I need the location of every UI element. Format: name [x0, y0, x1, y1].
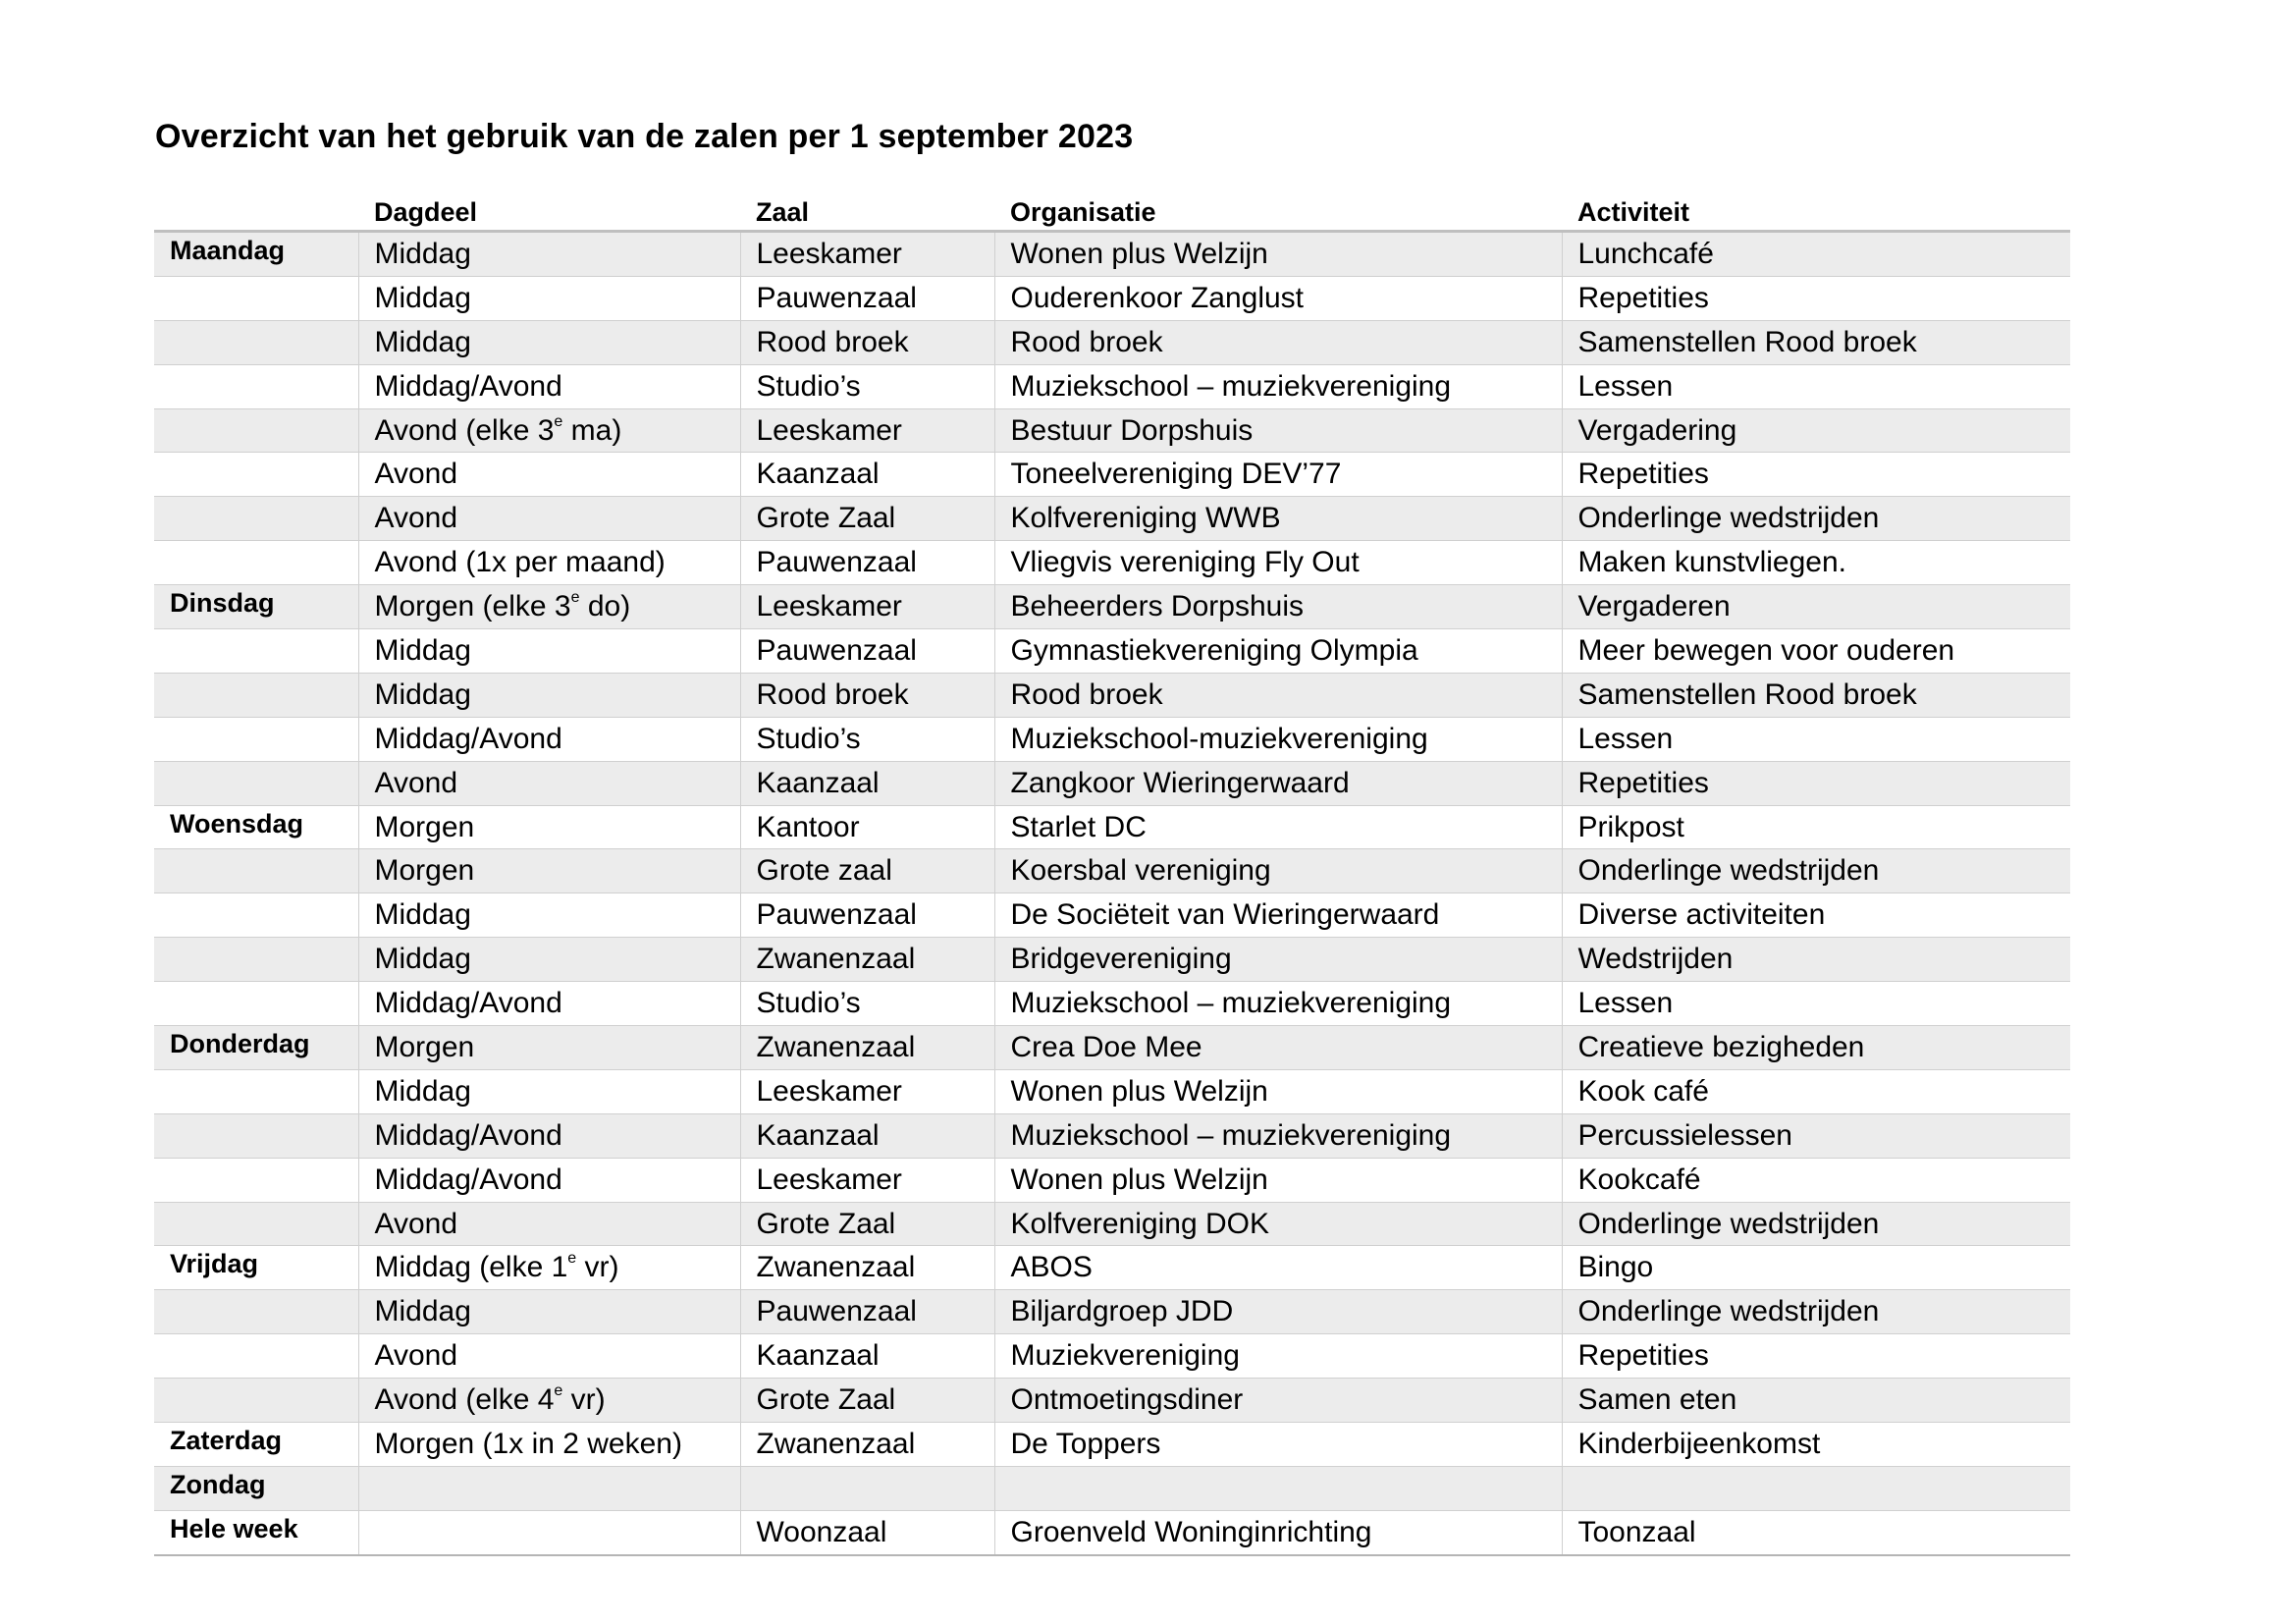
table-row [154, 408, 2070, 453]
cell-day [154, 497, 358, 541]
cell-day: Hele week [154, 1510, 358, 1554]
cell-dagdeel: Middag/Avond [358, 364, 740, 408]
table-row [154, 276, 2070, 320]
cell-organisatie: Bestuur Dorpshuis [994, 408, 1562, 453]
dagdeel-text: Avond (elke 4 [374, 1383, 555, 1417]
cell-day [154, 938, 358, 982]
table-row [154, 541, 2070, 585]
cell-organisatie: ABOS [994, 1246, 1562, 1290]
table-row [154, 1466, 2070, 1510]
cell-activiteit: Repetities [1562, 761, 2070, 805]
cell-activiteit: Creatieve bezigheden [1562, 1026, 2070, 1070]
table-row [154, 982, 2070, 1026]
cell-day [154, 893, 358, 938]
cell-organisatie: Muziekschool-muziekvereniging [994, 717, 1562, 761]
cell-dagdeel: Middag [358, 893, 740, 938]
dagdeel-text: Morgen (elke 3 [374, 590, 571, 623]
cell-zaal: Kantoor [740, 805, 994, 849]
cell-day: Maandag [154, 232, 358, 277]
cell-activiteit: Samen eten [1562, 1379, 2070, 1423]
cell-zaal: Pauwenzaal [740, 893, 994, 938]
table-row [154, 1026, 2070, 1070]
table-row [154, 1246, 2070, 1290]
cell-activiteit: Lessen [1562, 364, 2070, 408]
cell-dagdeel: Middag [358, 1069, 740, 1113]
page-title: Overzicht van het gebruik van de zalen per 1 september 2023 [155, 118, 1134, 155]
cell-dagdeel [358, 1246, 740, 1290]
cell-activiteit: Samenstellen Rood broek [1562, 673, 2070, 717]
column-header-activiteit: Activiteit [1562, 189, 2070, 232]
cell-activiteit: Bingo [1562, 1246, 2070, 1290]
cell-organisatie: Biljardgroep JDD [994, 1290, 1562, 1334]
cell-organisatie: Muziekschool – muziekvereniging [994, 364, 1562, 408]
cell-organisatie: Kolfvereniging DOK [994, 1202, 1562, 1246]
dagdeel-text: ma) [562, 413, 622, 447]
cell-day [154, 1334, 358, 1379]
column-header-zaal: Zaal [740, 189, 994, 232]
cell-zaal: Grote Zaal [740, 497, 994, 541]
dagdeel-text: vr) [562, 1383, 606, 1417]
ordinal-suffix: e [570, 589, 580, 607]
cell-day [154, 717, 358, 761]
cell-organisatie: Vliegvis vereniging Fly Out [994, 541, 1562, 585]
table-row [154, 320, 2070, 364]
cell-dagdeel [358, 1379, 740, 1423]
cell-organisatie: De Toppers [994, 1423, 1562, 1467]
cell-organisatie: Wonen plus Welzijn [994, 232, 1562, 277]
cell-day: Vrijdag [154, 1246, 358, 1290]
cell-zaal: Grote Zaal [740, 1379, 994, 1423]
cell-dagdeel: Middag/Avond [358, 717, 740, 761]
cell-zaal: Leeskamer [740, 232, 994, 277]
cell-organisatie: Gymnastiekvereniging Olympia [994, 629, 1562, 674]
column-header-dagdeel: Dagdeel [358, 189, 740, 232]
cell-dagdeel: Middag [358, 232, 740, 277]
cell-activiteit: Repetities [1562, 1334, 2070, 1379]
cell-organisatie: Muziekschool – muziekvereniging [994, 982, 1562, 1026]
cell-organisatie: Ontmoetingsdiner [994, 1379, 1562, 1423]
cell-organisatie: Crea Doe Mee [994, 1026, 1562, 1070]
cell-activiteit: Repetities [1562, 453, 2070, 497]
cell-zaal: Kaanzaal [740, 1334, 994, 1379]
cell-day: Dinsdag [154, 585, 358, 629]
cell-dagdeel: Middag/Avond [358, 982, 740, 1026]
cell-organisatie: Muziekvereniging [994, 1334, 1562, 1379]
cell-organisatie [994, 1466, 1562, 1510]
cell-day [154, 849, 358, 893]
cell-day [154, 1379, 358, 1423]
table-row [154, 849, 2070, 893]
cell-activiteit: Prikpost [1562, 805, 2070, 849]
table-row [154, 893, 2070, 938]
cell-day [154, 1069, 358, 1113]
cell-zaal: Studio’s [740, 364, 994, 408]
cell-zaal: Rood broek [740, 320, 994, 364]
cell-zaal: Pauwenzaal [740, 276, 994, 320]
cell-zaal: Zwanenzaal [740, 1246, 994, 1290]
table-row [154, 1202, 2070, 1246]
cell-activiteit [1562, 1466, 2070, 1510]
cell-organisatie: Muziekschool – muziekvereniging [994, 1113, 1562, 1158]
cell-zaal: Studio’s [740, 717, 994, 761]
table-row [154, 585, 2070, 629]
cell-dagdeel [358, 408, 740, 453]
cell-zaal: Rood broek [740, 673, 994, 717]
cell-zaal: Pauwenzaal [740, 629, 994, 674]
table-row [154, 1334, 2070, 1379]
cell-activiteit: Kinderbijeenkomst [1562, 1423, 2070, 1467]
table-row [154, 1290, 2070, 1334]
cell-dagdeel: Middag [358, 629, 740, 674]
cell-organisatie: De Sociëteit van Wieringerwaard [994, 893, 1562, 938]
cell-dagdeel: Avond [358, 1334, 740, 1379]
table-row [154, 761, 2070, 805]
cell-activiteit: Onderlinge wedstrijden [1562, 497, 2070, 541]
cell-dagdeel: Middag [358, 938, 740, 982]
table-row [154, 1379, 2070, 1423]
table-row [154, 673, 2070, 717]
cell-zaal: Pauwenzaal [740, 1290, 994, 1334]
table-row [154, 1069, 2070, 1113]
table-body [154, 232, 2070, 1555]
ordinal-suffix: e [554, 1382, 563, 1400]
cell-dagdeel: Morgen [358, 805, 740, 849]
cell-activiteit: Wedstrijden [1562, 938, 2070, 982]
cell-activiteit: Maken kunstvliegen. [1562, 541, 2070, 585]
cell-activiteit: Vergadering [1562, 408, 2070, 453]
cell-organisatie: Koersbal vereniging [994, 849, 1562, 893]
cell-day [154, 1158, 358, 1202]
cell-activiteit: Diverse activiteiten [1562, 893, 2070, 938]
cell-dagdeel: Avond (1x per maand) [358, 541, 740, 585]
cell-day [154, 364, 358, 408]
cell-zaal: Leeskamer [740, 408, 994, 453]
dagdeel-text: do) [579, 590, 631, 623]
cell-zaal: Leeskamer [740, 1158, 994, 1202]
cell-day: Zondag [154, 1466, 358, 1510]
cell-dagdeel: Morgen [358, 1026, 740, 1070]
cell-day [154, 276, 358, 320]
table-row [154, 938, 2070, 982]
cell-day: Woensdag [154, 805, 358, 849]
cell-dagdeel: Middag [358, 320, 740, 364]
cell-zaal: Kaanzaal [740, 761, 994, 805]
cell-dagdeel: Middag/Avond [358, 1113, 740, 1158]
table-row [154, 629, 2070, 674]
cell-day [154, 673, 358, 717]
cell-organisatie: Rood broek [994, 673, 1562, 717]
table-row [154, 1510, 2070, 1554]
cell-dagdeel: Morgen (1x in 2 weken) [358, 1423, 740, 1467]
cell-organisatie: Bridgevereniging [994, 938, 1562, 982]
cell-zaal: Leeskamer [740, 585, 994, 629]
ordinal-suffix: e [554, 412, 563, 430]
cell-zaal: Kaanzaal [740, 453, 994, 497]
table-row [154, 805, 2070, 849]
cell-organisatie: Wonen plus Welzijn [994, 1158, 1562, 1202]
cell-day [154, 629, 358, 674]
cell-day [154, 982, 358, 1026]
column-header-day [154, 189, 358, 232]
cell-zaal: Woonzaal [740, 1510, 994, 1554]
cell-zaal: Pauwenzaal [740, 541, 994, 585]
table-row [154, 1113, 2070, 1158]
cell-organisatie: Starlet DC [994, 805, 1562, 849]
cell-organisatie: Beheerders Dorpshuis [994, 585, 1562, 629]
table-row [154, 364, 2070, 408]
cell-activiteit: Lunchcafé [1562, 232, 2070, 277]
cell-activiteit: Repetities [1562, 276, 2070, 320]
cell-activiteit: Meer bewegen voor ouderen [1562, 629, 2070, 674]
cell-dagdeel [358, 585, 740, 629]
cell-day: Zaterdag [154, 1423, 358, 1467]
table-row [154, 453, 2070, 497]
dagdeel-text: Avond (elke 3 [374, 413, 555, 447]
cell-activiteit: Lessen [1562, 982, 2070, 1026]
cell-activiteit: Onderlinge wedstrijden [1562, 849, 2070, 893]
table-row [154, 1158, 2070, 1202]
cell-activiteit: Lessen [1562, 717, 2070, 761]
cell-zaal [740, 1466, 994, 1510]
cell-zaal: Studio’s [740, 982, 994, 1026]
cell-organisatie: Wonen plus Welzijn [994, 1069, 1562, 1113]
cell-dagdeel [358, 1466, 740, 1510]
cell-dagdeel: Avond [358, 453, 740, 497]
cell-dagdeel: Middag [358, 276, 740, 320]
cell-organisatie: Ouderenkoor Zanglust [994, 276, 1562, 320]
table-row [154, 497, 2070, 541]
cell-activiteit: Kookcafé [1562, 1158, 2070, 1202]
cell-day [154, 408, 358, 453]
cell-dagdeel: Middag/Avond [358, 1158, 740, 1202]
dagdeel-text: vr) [576, 1251, 619, 1284]
cell-organisatie: Groenveld Woninginrichting [994, 1510, 1562, 1554]
cell-dagdeel: Avond [358, 1202, 740, 1246]
cell-day [154, 453, 358, 497]
cell-day [154, 541, 358, 585]
cell-activiteit: Kook café [1562, 1069, 2070, 1113]
cell-zaal: Kaanzaal [740, 1113, 994, 1158]
cell-activiteit: Vergaderen [1562, 585, 2070, 629]
cell-organisatie: Rood broek [994, 320, 1562, 364]
column-header-organisatie: Organisatie [994, 189, 1562, 232]
cell-organisatie: Zangkoor Wieringerwaard [994, 761, 1562, 805]
cell-dagdeel: Middag [358, 1290, 740, 1334]
dagdeel-text: Middag (elke 1 [374, 1251, 568, 1284]
ordinal-suffix: e [567, 1250, 577, 1268]
room-usage-table [154, 189, 2070, 1556]
cell-zaal: Grote Zaal [740, 1202, 994, 1246]
table-row [154, 717, 2070, 761]
cell-activiteit: Toonzaal [1562, 1510, 2070, 1554]
cell-activiteit: Percussielessen [1562, 1113, 2070, 1158]
cell-dagdeel: Morgen [358, 849, 740, 893]
cell-day [154, 1290, 358, 1334]
cell-zaal: Zwanenzaal [740, 1423, 994, 1467]
cell-day [154, 320, 358, 364]
cell-zaal: Zwanenzaal [740, 938, 994, 982]
cell-day [154, 1202, 358, 1246]
cell-organisatie: Toneelvereniging DEV’77 [994, 453, 1562, 497]
cell-dagdeel [358, 1510, 740, 1554]
cell-organisatie: Kolfvereniging WWB [994, 497, 1562, 541]
cell-activiteit: Onderlinge wedstrijden [1562, 1290, 2070, 1334]
cell-day [154, 1113, 358, 1158]
cell-dagdeel: Avond [358, 761, 740, 805]
cell-zaal: Leeskamer [740, 1069, 994, 1113]
table-row [154, 232, 2070, 277]
cell-dagdeel: Avond [358, 497, 740, 541]
cell-activiteit: Samenstellen Rood broek [1562, 320, 2070, 364]
cell-zaal: Grote zaal [740, 849, 994, 893]
cell-day: Donderdag [154, 1026, 358, 1070]
cell-zaal: Zwanenzaal [740, 1026, 994, 1070]
table-header-row [154, 189, 2070, 232]
cell-activiteit: Onderlinge wedstrijden [1562, 1202, 2070, 1246]
cell-dagdeel: Middag [358, 673, 740, 717]
cell-day [154, 761, 358, 805]
table-row [154, 1423, 2070, 1467]
